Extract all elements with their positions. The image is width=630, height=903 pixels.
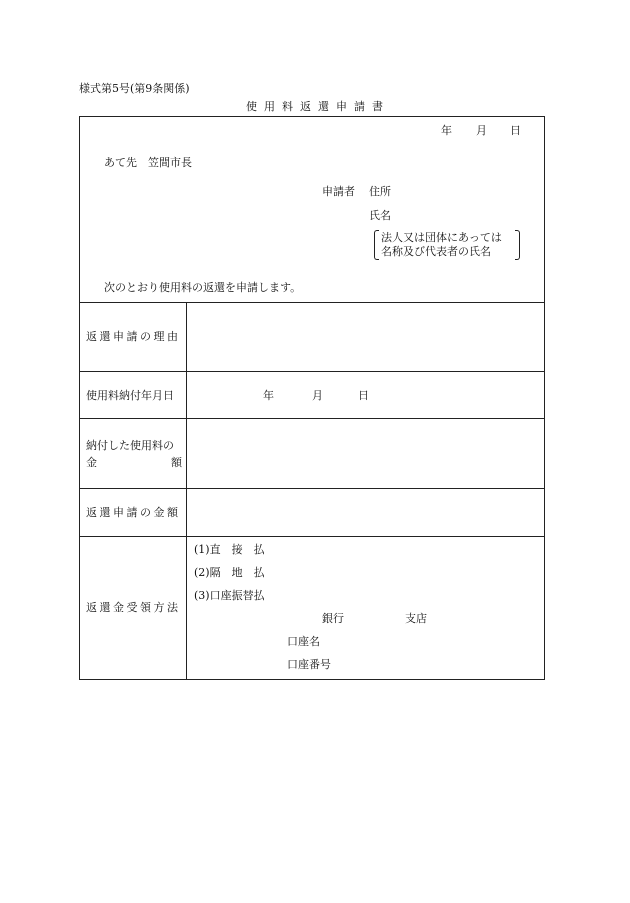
application-statement: 次のとおり使用料の返還を申請します。 [104, 281, 302, 294]
document-title: 使用料返還申請書 [246, 100, 390, 113]
reason-label: 返還申請の理由 [86, 330, 181, 343]
address-label: 住所 [369, 185, 391, 198]
refund-amount-label: 返還申請の金額 [86, 506, 181, 519]
method-option-transfer: (3)口座振替払 [194, 589, 265, 602]
method-option-direct: (1)直 接 払 [194, 543, 265, 556]
payment-date-day: 日 [358, 389, 369, 402]
divider-header-section [79, 302, 545, 303]
label-column-divider [186, 302, 187, 680]
method-option-remote: (2)隔 地 払 [194, 566, 265, 579]
name-label: 氏名 [369, 209, 391, 222]
payment-date-year: 年 [263, 389, 274, 402]
divider-row-reason [79, 371, 545, 372]
account-name-label: 口座名 [287, 635, 320, 648]
form-number: 様式第5号(第9条関係) [79, 82, 190, 95]
account-number-label: 口座番号 [287, 658, 331, 671]
divider-row-payment-date [79, 418, 545, 419]
divider-row-refund-amount [79, 536, 545, 537]
branch-label: 支店 [405, 612, 427, 625]
paid-amount-label-gaku: 額 [171, 456, 182, 469]
paid-amount-label-kin: 金 [86, 456, 97, 469]
divider-row-paid-amount [79, 488, 545, 489]
paid-amount-label-line1: 納付した使用料の [86, 439, 174, 452]
date-year-label: 年 [441, 124, 452, 137]
bank-label: 銀行 [322, 612, 344, 625]
date-month-label: 月 [476, 124, 487, 137]
payment-date-month: 月 [312, 389, 323, 402]
corporate-note-line1: 法人又は団体にあっては [381, 231, 502, 244]
addressee: あて先 笠間市長 [104, 156, 192, 169]
refund-method-label: 返還金受領方法 [86, 601, 181, 614]
payment-date-label: 使用料納付年月日 [86, 389, 174, 402]
date-day-label: 日 [510, 124, 521, 137]
corporate-note-line2: 名称及び代表者の氏名 [381, 245, 491, 258]
applicant-label: 申請者 [322, 185, 355, 198]
